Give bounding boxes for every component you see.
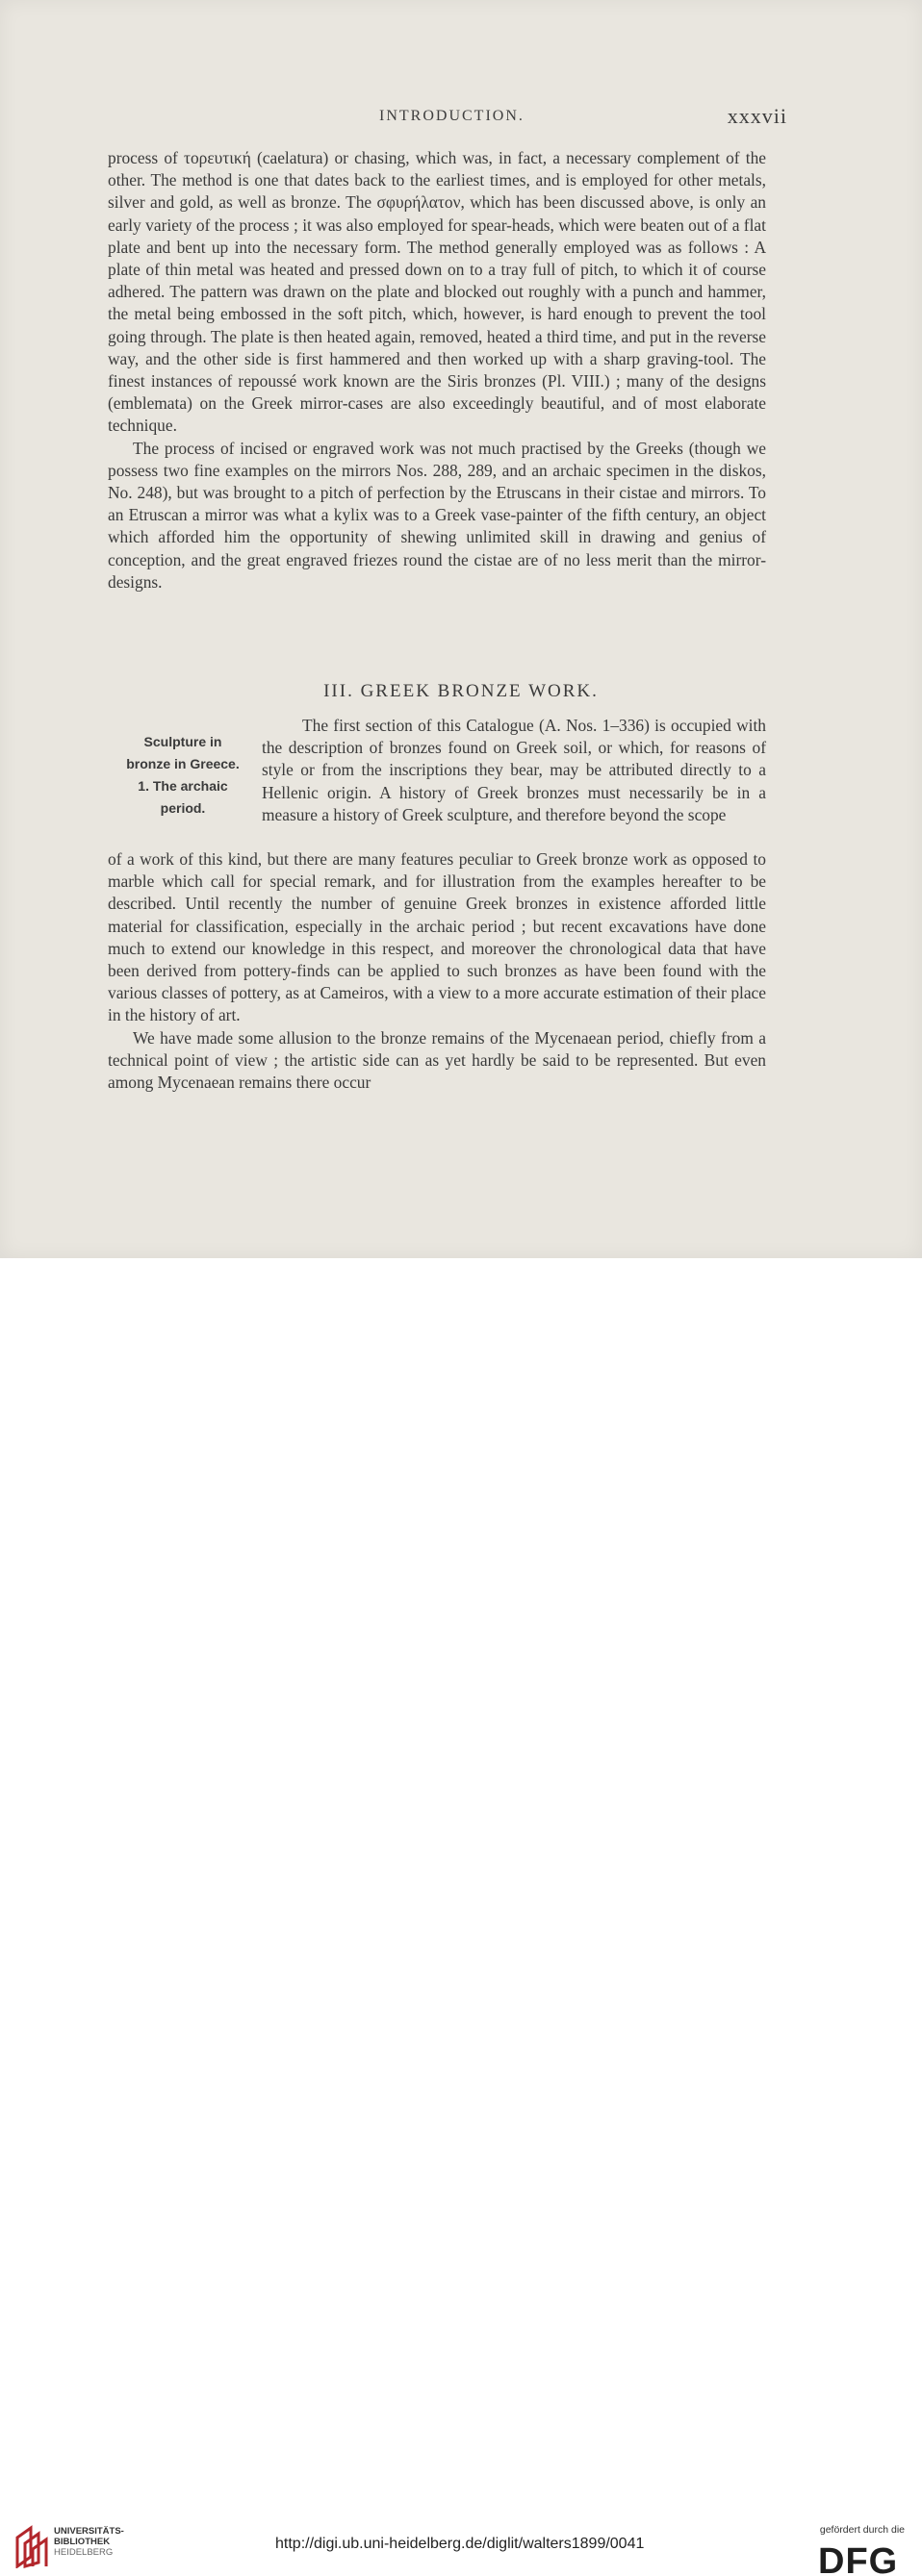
body-text-top (108, 147, 766, 593)
section-paragraph-continued: of a work of this kind, but there are many features peculiar to Greek bronze work as opposed to marble which call for special remark, and for illustration from the examples hereafter to be described. Until recently the number of genuine Greek bronzes in existence afforded little material for classification, especially in the archaic period ; but recent excavations have done much to extend our knowledge in this respect, and moreover the chronological data that have been derived from pottery-finds can be applied to such bronzes as have been found with the various classes of pottery, as at Cameiros, with a view to a more accurate estimation of their place in the history of art. (108, 849, 766, 1025)
paragraph-engraved: The process of incised or engraved work was not much practised by the Greeks (though we possess two fine examples on the mirrors Nos. 288, 289, and an archaic specimen in the diskos, No. 248), but was brought to a pitch of perfection by the Etruscans in their cistae and mirrors. To an Etruscan a mirror was what a kylix was to a Greek vase-painter of the fifth century, an object which afforded him the opportunity of shewing unlimited skill in drawing and genius of conception, and the great engraved friezes round the cistae are of no less merit than the mirror-designs. (108, 438, 766, 592)
margin-note-line: 1. The archaic (138, 778, 228, 794)
svg-text:DFG: DFG (818, 2541, 899, 2576)
section-text-beside-note (262, 715, 766, 826)
section-paragraph-start: The first section of this Catalogue (A. Nos. 1–336) is occupied with the description of bronzes found on Greek soil, or which, for reasons of style or from the inscriptions they bear, may be attributed directly to a Hellenic origin. A history of Greek bronzes must necessarily be in a measure a history of Greek sculpture, and therefore beyond the scope (262, 716, 766, 824)
paragraph-repousse: process of τορευτική (caelatura) or chasing, which was, in fact, a necessary complement of the other. The method is one that dates back to the earliest times, and is employed for other metals, silver and gold, as well as bronze. The σφυρήλατον, which has been discussed above, is only an early variety of the process ; it was also employed for spear-heads, which were beaten out of a flat plate and bent up into the necessary form. The method generally employed was as follows : A plate of thin metal was heated and pressed down on to a tray full of pitch, to which it of course adhered. The pattern was drawn on the plate and blocked out roughly with a punch and hammer, the metal being embossed in the soft pitch, which, however, is hard enough to prevent the tool going through. The plate is then heated again, removed, heated a third time, and put in the reverse way, and the other side is first hammered and then worked up with a sharp graving-tool. The finest instances of repoussé work known are the Siris bronzes (Pl. VIII.) ; many of the designs (emblemata) on the Greek mirror-cases are also exceedingly beautiful, and of most elaborate technique. (108, 148, 766, 436)
library-name-line: HEIDELBERG (54, 2547, 114, 2558)
library-name (54, 2526, 124, 2558)
source-url-link[interactable]: http://digi.ub.uni-heidelberg.de/diglit/walters1899/0041 (275, 2536, 645, 2552)
page-number: xxxvii (727, 104, 787, 128)
margin-note-line: bronze in Greece. (126, 756, 240, 771)
section-text-continued (108, 848, 766, 1094)
scanned-page (0, 0, 922, 1258)
running-header (0, 104, 922, 131)
library-name-line: UNIVERSITÄTS- (54, 2526, 124, 2537)
margin-note-line: period. (160, 800, 206, 816)
section-heading: III. GREEK BRONZE WORK. (323, 681, 599, 701)
margin-note (104, 731, 262, 820)
digitization-footer (0, 1258, 922, 2576)
header-title: INTRODUCTION. (379, 108, 525, 124)
funding-label: gefördert durch die (819, 2524, 905, 2536)
university-library-logo-icon (13, 2524, 52, 2568)
margin-note-line: Sculpture in (143, 734, 222, 749)
library-name-line: BIBLIOTHEK (54, 2537, 111, 2547)
paragraph-mycenaean: We have made some allusion to the bronze remains of the Mycenaean period, chiefly from a technical point of view ; the artistic side can as yet hardly be said to be represented. But even among Mycenaean remains there occur (108, 1027, 766, 1093)
dfg-logo-icon (816, 2541, 909, 2576)
